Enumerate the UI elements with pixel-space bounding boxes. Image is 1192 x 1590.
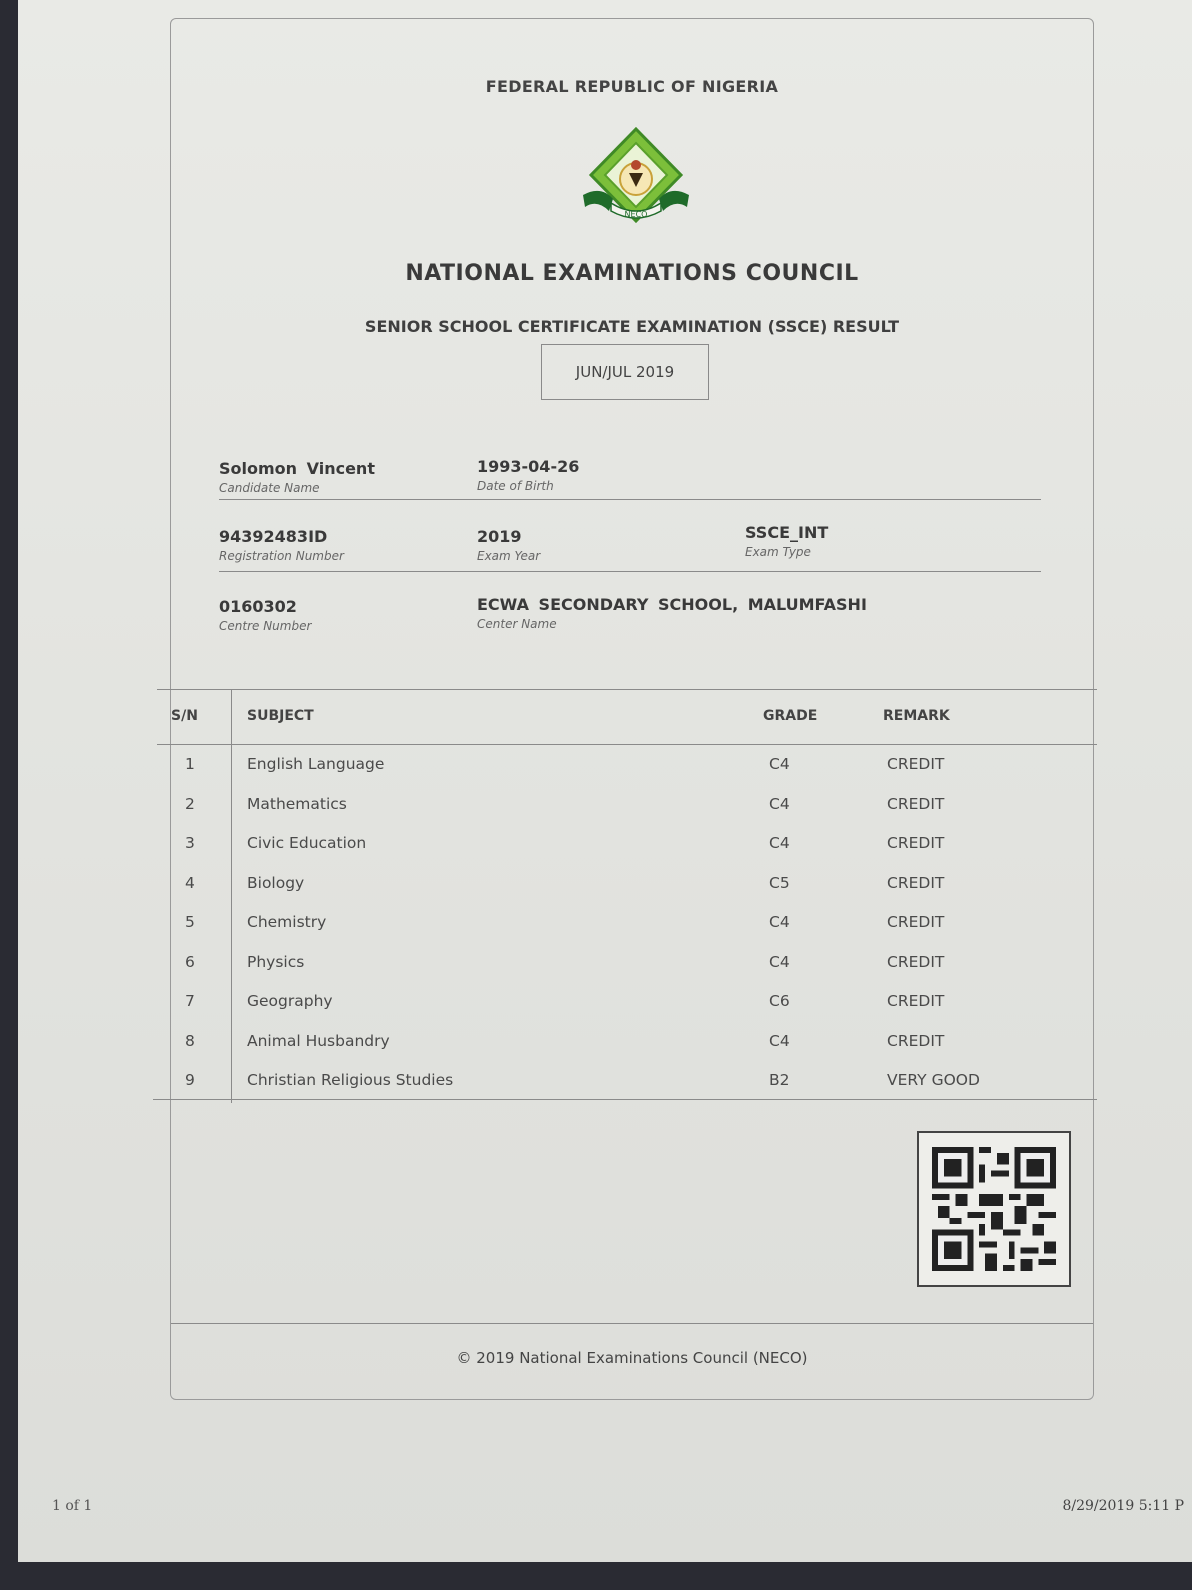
exam-type-field bbox=[745, 523, 828, 559]
result-sheet bbox=[18, 0, 1192, 1562]
row-remark: VERY GOOD bbox=[887, 1071, 980, 1089]
table-row bbox=[157, 903, 1097, 943]
row-sn: 9 bbox=[185, 1071, 195, 1089]
table-row bbox=[157, 745, 1097, 785]
centre-number-field bbox=[219, 597, 311, 633]
row-grade: B2 bbox=[769, 1071, 790, 1089]
results-table-body bbox=[157, 745, 1097, 1101]
centre-name-label: Center Name bbox=[477, 617, 557, 631]
row-subject: English Language bbox=[247, 755, 385, 773]
table-row bbox=[157, 864, 1097, 904]
row-remark: CREDIT bbox=[887, 952, 945, 971]
row-grade: C4 bbox=[769, 913, 790, 931]
row-remark: CREDIT bbox=[887, 913, 945, 931]
exam-title: SENIOR SCHOOL CERTIFICATE EXAMINATION (SSCE) RESULT bbox=[364, 317, 900, 336]
row-remark: CREDIT bbox=[887, 794, 945, 813]
row-grade: C4 bbox=[769, 755, 790, 773]
row-subject: Chemistry bbox=[247, 913, 327, 931]
row-sn: 8 bbox=[185, 1031, 195, 1050]
row-subject: Christian Religious Studies bbox=[247, 1071, 454, 1089]
results-table bbox=[157, 689, 1097, 1101]
centre-number-label: Centre Number bbox=[219, 619, 312, 633]
row-subject: Mathematics bbox=[247, 794, 347, 813]
row-remark: CREDIT bbox=[887, 755, 945, 773]
table-row bbox=[157, 785, 1097, 825]
table-bottom-border bbox=[153, 1099, 1097, 1100]
row-sn: 1 bbox=[185, 755, 195, 773]
row-sn: 2 bbox=[185, 794, 195, 813]
row-remark: CREDIT bbox=[887, 992, 945, 1010]
row-grade: C4 bbox=[769, 952, 790, 971]
print-timestamp: 8/29/2019 5:11 P bbox=[1062, 1498, 1184, 1514]
row-grade: C5 bbox=[769, 873, 790, 892]
row-sn: 4 bbox=[185, 873, 195, 892]
date-of-birth-label: Date of Birth bbox=[477, 479, 554, 493]
row-subject: Geography bbox=[247, 992, 333, 1010]
row-subject: Civic Education bbox=[247, 834, 367, 852]
registration-field bbox=[219, 527, 344, 563]
exam-type: SSCE_INT bbox=[745, 523, 829, 542]
country-heading: FEDERAL REPUBLIC OF NIGERIA bbox=[485, 77, 779, 96]
divider bbox=[219, 499, 1041, 500]
row-grade: C4 bbox=[769, 1031, 790, 1050]
registration-number: 94392483ID bbox=[219, 527, 328, 546]
table-row bbox=[157, 1061, 1097, 1101]
row-sn: 7 bbox=[185, 992, 195, 1010]
col-subject: SUBJECT bbox=[247, 708, 314, 724]
page-number: 1 of 1 bbox=[52, 1498, 93, 1514]
col-grade: GRADE bbox=[763, 708, 818, 724]
row-sn: 3 bbox=[185, 834, 195, 852]
exam-type-label: Exam Type bbox=[745, 545, 811, 559]
dob-field bbox=[477, 457, 579, 493]
exam-session-box bbox=[541, 344, 709, 400]
centre-name: ECWA SECONDARY SCHOOL, MALUMFASHI bbox=[477, 595, 867, 614]
svg-text:NECO: NECO bbox=[624, 210, 648, 219]
neco-logo-icon bbox=[581, 127, 691, 227]
divider bbox=[219, 571, 1041, 572]
council-title: NATIONAL EXAMINATIONS COUNCIL bbox=[405, 261, 859, 286]
row-subject: Biology bbox=[247, 873, 305, 892]
footer-divider bbox=[171, 1323, 1093, 1324]
sn-column-divider bbox=[231, 689, 232, 1103]
result-card bbox=[170, 18, 1094, 1400]
centre-name-field bbox=[477, 595, 867, 631]
col-remark: REMARK bbox=[883, 708, 950, 724]
exam-session: JUN/JUL 2019 bbox=[575, 363, 675, 381]
row-sn: 5 bbox=[185, 913, 195, 931]
row-sn: 6 bbox=[185, 952, 195, 971]
candidate-name: Solomon Vincent bbox=[219, 459, 375, 478]
table-row bbox=[157, 824, 1097, 864]
row-subject: Animal Husbandry bbox=[247, 1031, 390, 1050]
table-row bbox=[157, 943, 1097, 983]
results-table-header bbox=[157, 689, 1097, 745]
exam-year-field bbox=[477, 527, 540, 563]
row-remark: CREDIT bbox=[887, 834, 945, 852]
exam-year-label: Exam Year bbox=[477, 549, 541, 563]
row-remark: CREDIT bbox=[887, 1031, 945, 1050]
date-of-birth: 1993-04-26 bbox=[477, 457, 580, 476]
qr-code-icon bbox=[932, 1147, 1056, 1271]
copyright: © 2019 National Examinations Council (NECO) bbox=[456, 1349, 808, 1367]
row-subject: Physics bbox=[247, 952, 305, 971]
row-remark: CREDIT bbox=[887, 873, 945, 892]
candidate-name-field bbox=[219, 459, 375, 495]
row-grade: C6 bbox=[769, 992, 790, 1010]
table-row bbox=[157, 1022, 1097, 1062]
table-row bbox=[157, 982, 1097, 1022]
exam-year: 2019 bbox=[477, 527, 522, 546]
centre-number: 0160302 bbox=[219, 597, 297, 616]
row-grade: C4 bbox=[769, 834, 790, 852]
row-grade: C4 bbox=[769, 794, 790, 813]
col-sn: S/N bbox=[171, 708, 198, 724]
candidate-name-label: Candidate Name bbox=[219, 481, 320, 495]
qr-code bbox=[917, 1131, 1071, 1287]
registration-number-label: Registration Number bbox=[219, 549, 344, 563]
